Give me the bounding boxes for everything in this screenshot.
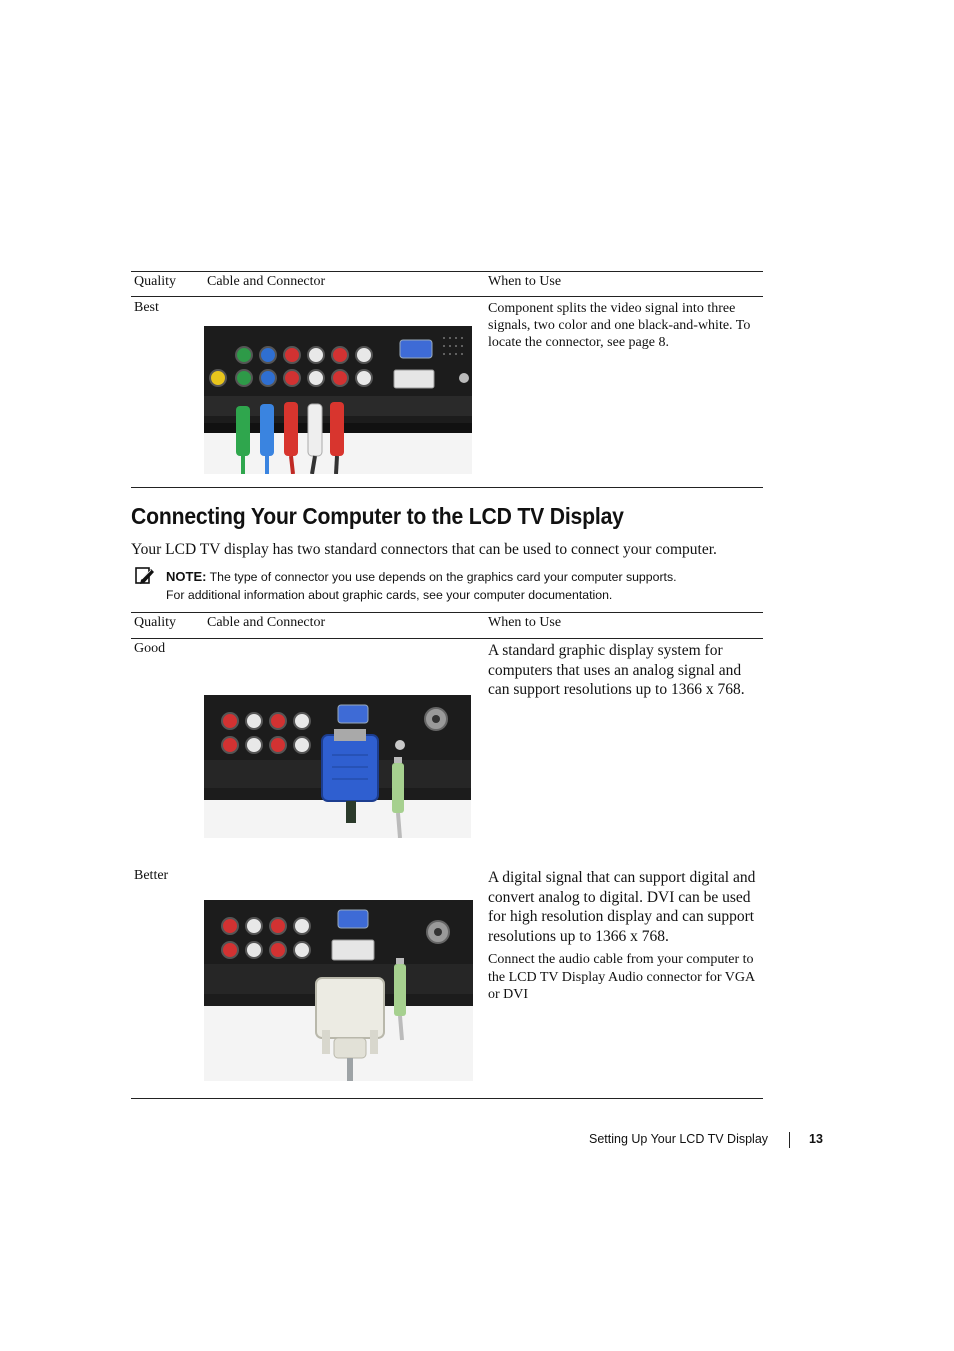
page-number: 13: [809, 1132, 823, 1146]
header-cable-connector: Cable and Connector: [207, 274, 326, 289]
section-heading: Connecting Your Computer to the LCD TV Display: [131, 503, 624, 529]
dvi-cable-photo: [204, 900, 473, 1081]
note-text-line1: The type of connector you use depends on the graphics card your computer supports.: [209, 570, 677, 584]
section-intro: Your LCD TV display has two standard connectors that can be used to connect your computer.: [131, 541, 717, 558]
table-header: [131, 613, 763, 639]
footer-title: Setting Up Your LCD TV Display: [589, 1132, 769, 1146]
quality-best: Best: [134, 300, 159, 315]
header-quality: Quality: [134, 274, 176, 289]
note-pencil-icon: [135, 567, 155, 585]
component-table: [131, 271, 763, 488]
note-text-line2: For additional information about graphic cards, see your computer documentation.: [166, 588, 613, 602]
component-cable-photo: [204, 326, 472, 474]
quality-better: Better: [134, 868, 169, 883]
connector-table: [131, 612, 763, 1099]
description-best: Component splits the video signal into three signals, two color and one black-and-white. To locate the connector, see page 8.: [488, 301, 751, 350]
table-header: [131, 272, 763, 297]
note-label: NOTE:: [166, 569, 207, 584]
description-better: A digital signal that can support digital and convert analog to digital. DVI can be used for high resolution display and can support resolutions up to 1366 x 768.: [488, 869, 756, 945]
header-cable-connector: Cable and Connector: [207, 615, 326, 630]
description-good: A standard graphic display system for computers that uses an analog signal and can support resolutions up to 1366 x 768.: [488, 642, 745, 698]
vga-cable-photo: [204, 695, 471, 838]
footer-separator: [789, 1132, 790, 1148]
header-quality: Quality: [134, 615, 176, 630]
header-when-to-use: When to Use: [488, 615, 562, 630]
description-better-audio: Connect the audio cable from your computer to the LCD TV Display Audio connector for VGA or DVI: [488, 952, 755, 1002]
quality-good: Good: [134, 641, 166, 656]
header-when-to-use: When to Use: [488, 274, 562, 289]
